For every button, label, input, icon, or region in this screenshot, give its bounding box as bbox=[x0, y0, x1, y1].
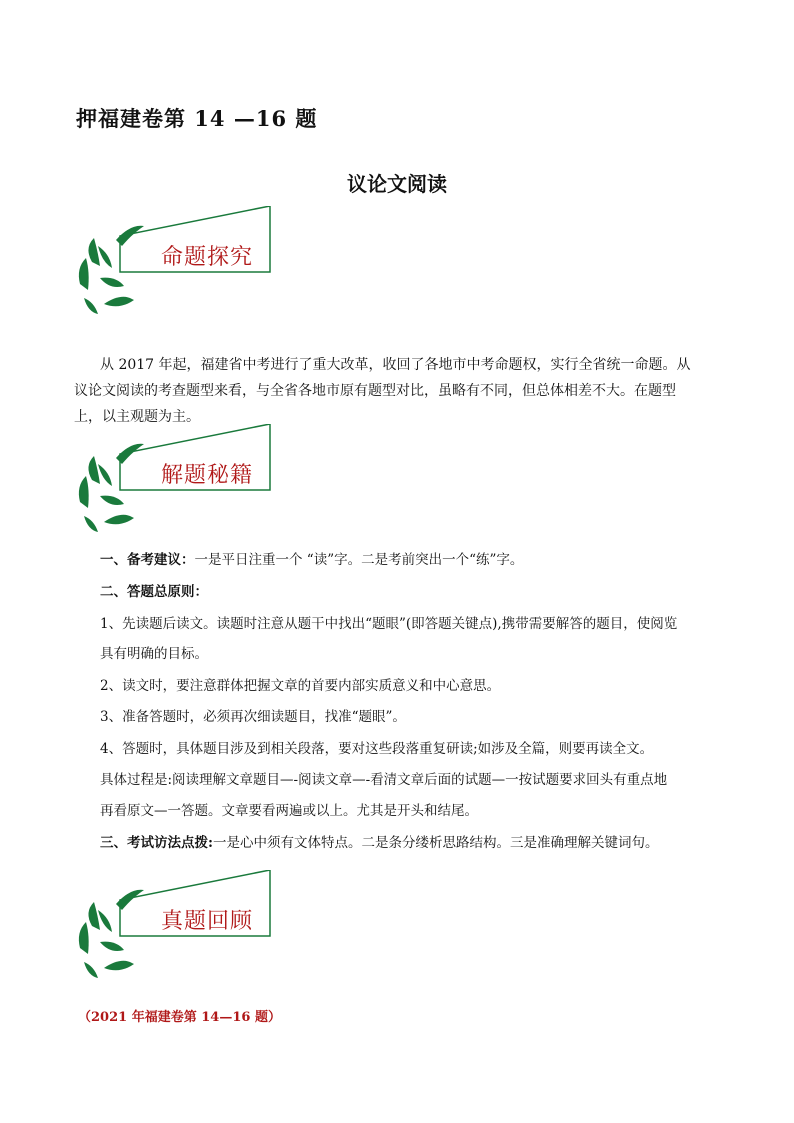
tips-item-4: 4、答题时，具体题目涉及到相关段落，要对这些段落重复研读;如涉及全篇，则要再读全文。 bbox=[100, 741, 654, 757]
tips-process-b: 再看原文—一答题。文章要看两遍或以上。尤其是开头和结尾。 bbox=[100, 803, 478, 819]
topic-paragraph: 从 2017 年起，福建省中考进行了重大改革，收回了各地市中考命题权，实行全省统一命题。从议论文阅读的考查题型来看，与全省各地市原有题型对比，虽略有不同，但总体相差不大。在题型上，以主观题为主。 bbox=[74, 357, 691, 425]
tips-item-2: 2、读文时，要注意群体把握文章的首要内部实质意义和中心意思。 bbox=[100, 678, 501, 694]
tips-line-1 bbox=[100, 548, 523, 568]
tips-process-a: 具体过程是:阅读理解文章题目—-阅读文章—-看清文章后面的试题—一按试题要求回头有重点地 bbox=[100, 772, 668, 788]
tips-item-1b: 具有明确的目标。 bbox=[100, 646, 208, 662]
banner-tips-label: 解题秘籍 bbox=[160, 463, 253, 488]
tips-line-1-body: 一是平日注重一个 “读”字。二是考前突出一个“练”字。 bbox=[194, 552, 524, 568]
page-title: 押福建卷第 14 —16 题 bbox=[76, 106, 318, 131]
banner-review bbox=[70, 870, 280, 982]
tips-line-3-heading: 三、考试访法点拨: bbox=[100, 835, 213, 851]
tips-line-3 bbox=[100, 831, 658, 851]
section-title-text: 议论文阅读 bbox=[347, 172, 447, 196]
source-note: （2021 年福建卷第 14—16 题） bbox=[78, 1010, 281, 1025]
banner-topic bbox=[70, 206, 280, 318]
banner-review-label: 真题回顾 bbox=[160, 909, 253, 934]
banner-tips bbox=[70, 424, 280, 536]
tips-item-1a: 1、先读题后读文。读题时注意从题干中找出“题眼”(即答题关键点),携带需要解答的题目，使阅览 bbox=[100, 616, 678, 632]
banner-topic-label: 命题探究 bbox=[160, 245, 253, 270]
tips-line-1-heading: 一、备考建议： bbox=[100, 552, 195, 568]
tips-line-3-body: 一是心中须有文体特点。二是条分缕析思路结构。三是准确理解关键词句。 bbox=[212, 835, 659, 851]
section-title bbox=[0, 168, 794, 197]
tips-item-3: 3、准备答题时，必须再次细读题目，找准“题眼”。 bbox=[100, 709, 406, 725]
tips-line-2-heading: 二、答题总原则： bbox=[100, 584, 208, 600]
